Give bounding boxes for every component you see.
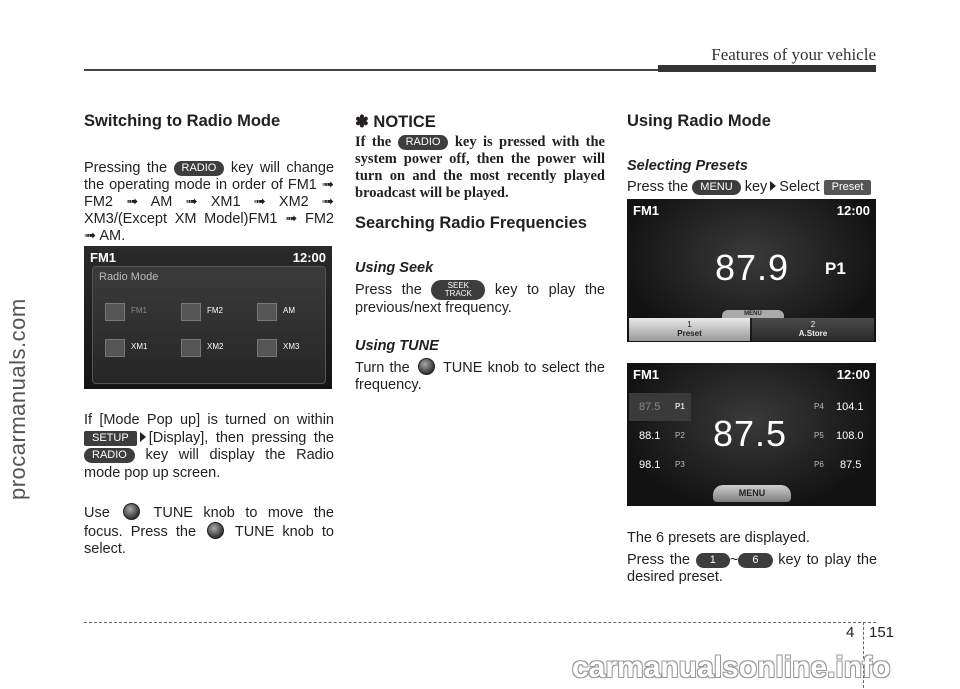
presets-paragraph-3: Press the 1 ~ 6 key to play the desired preset.: [627, 552, 878, 585]
tune-knob-icon: [123, 503, 140, 520]
preset-item-p3[interactable]: 98.1 P3: [639, 459, 685, 471]
seek-track-key: SEEK TRACK: [431, 280, 485, 300]
menu-key: MENU: [692, 180, 740, 195]
mode-item-fm1[interactable]: FM1: [105, 299, 165, 323]
frequency-display: 87.5: [713, 413, 788, 454]
preset-item-p1[interactable]: 87.5 P1: [629, 393, 691, 421]
preset-list-right: [812, 393, 874, 479]
menu-button[interactable]: MENU: [713, 485, 791, 502]
preset-key: Preset: [824, 180, 872, 195]
switching-paragraph-1: Pressing the RADIO key will change the operating mode in order of FM1 ➟ FM2 ➟ AM ➟ XM1 ➟ XM2 ➟ XM3/(Except XM Model)FM1 ➟ FM2 ➟ AM.: [84, 160, 335, 244]
tune-knob-icon: [207, 522, 224, 539]
arrow-right-icon: [140, 432, 146, 442]
radio-key: RADIO: [174, 161, 225, 176]
radio-key: RADIO: [398, 135, 449, 150]
mode-item-xm1[interactable]: XM1: [105, 335, 165, 359]
preset-item-p2[interactable]: 88.1 P2: [639, 430, 685, 442]
radio-mode-popup: [92, 266, 326, 384]
tune-knob-icon: [418, 358, 435, 375]
side-watermark: procarmanuals.com: [5, 298, 30, 500]
frequency-display: 87.9: [715, 247, 790, 288]
screen-band: FM1: [633, 367, 659, 382]
radio-icon: [181, 303, 201, 321]
radio-screen-2: [627, 363, 876, 506]
radio-mode-heading: Using Radio Mode: [627, 112, 771, 130]
screen-time: 12:00: [292, 250, 326, 265]
preset-item-p5[interactable]: P5 108.0: [814, 430, 864, 442]
satellite-icon: [257, 339, 277, 357]
chapter-number: 4: [846, 624, 855, 641]
screen-band: FM1: [90, 250, 116, 265]
menu-tab[interactable]: MENU: [722, 310, 784, 318]
mode-item-xm2[interactable]: XM2: [181, 335, 241, 359]
mode-item-xm3[interactable]: XM3: [257, 335, 317, 359]
bottom-watermark: carmanualsonline.info: [572, 651, 891, 684]
popup-title: Radio Mode: [99, 271, 159, 283]
preset-indicator: P1: [825, 259, 846, 278]
preset-list-left: [629, 393, 691, 479]
radio-mode-screen: [84, 246, 332, 389]
radio-icon: [257, 303, 277, 321]
satellite-icon: [181, 339, 201, 357]
radio-key: RADIO: [84, 448, 135, 463]
seek-heading: Using Seek: [355, 260, 434, 276]
footer-rule: [84, 622, 876, 623]
mode-item-fm2[interactable]: FM2: [181, 299, 241, 323]
notice-title: ✽ NOTICE: [355, 113, 436, 131]
header-title: Features of your vehicle: [711, 45, 876, 64]
auto-store-button[interactable]: 2 A.Store: [752, 318, 874, 341]
tune-paragraph: Turn the TUNE knob to select the frequency.: [355, 360, 605, 393]
switching-paragraph-2: If [Mode Pop up] is turned on within SETUP [Display], then pressing the RADIO key will display the Radio mode pop up screen.: [84, 412, 334, 481]
screen-time: 12:00: [836, 203, 870, 218]
mode-item-am[interactable]: AM: [257, 299, 317, 323]
presets-subheading: Selecting Presets: [627, 158, 748, 174]
radio-icon: [105, 303, 125, 321]
preset-1-key: 1: [696, 553, 730, 568]
preset-item-p6[interactable]: P6 87.5: [814, 459, 862, 471]
seek-paragraph: Press the SEEK TRACK key to play the previous/next frequency.: [355, 281, 605, 316]
presets-paragraph-2: The 6 presets are displayed.: [627, 530, 810, 546]
switching-paragraph-3: Use TUNE knob to move the focus. Press the TUNE knob to select.: [84, 505, 334, 557]
preset-6-key: 6: [738, 553, 772, 568]
setup-key: SETUP: [84, 431, 137, 446]
notice-paragraph: If the RADIO key is pressed with the system power off, then the power will turn on and the most recently played broadcast will be played.: [355, 134, 605, 201]
satellite-icon: [105, 339, 125, 357]
radio-screen-1: [627, 199, 876, 342]
preset-button[interactable]: 1 Preset: [629, 318, 750, 341]
preset-item-p4[interactable]: P4 104.1: [814, 401, 864, 413]
screen-time: 12:00: [836, 367, 870, 382]
header-tab: [658, 65, 876, 72]
searching-heading: Searching Radio Frequencies: [355, 214, 587, 232]
switching-heading: Switching to Radio Mode: [84, 112, 281, 130]
presets-paragraph-1: Press the MENU key Select Preset: [627, 179, 879, 196]
page-number: 151: [869, 624, 895, 641]
screen-band: FM1: [633, 203, 659, 218]
arrow-right-icon: [770, 181, 776, 191]
tune-heading: Using TUNE: [355, 338, 439, 354]
